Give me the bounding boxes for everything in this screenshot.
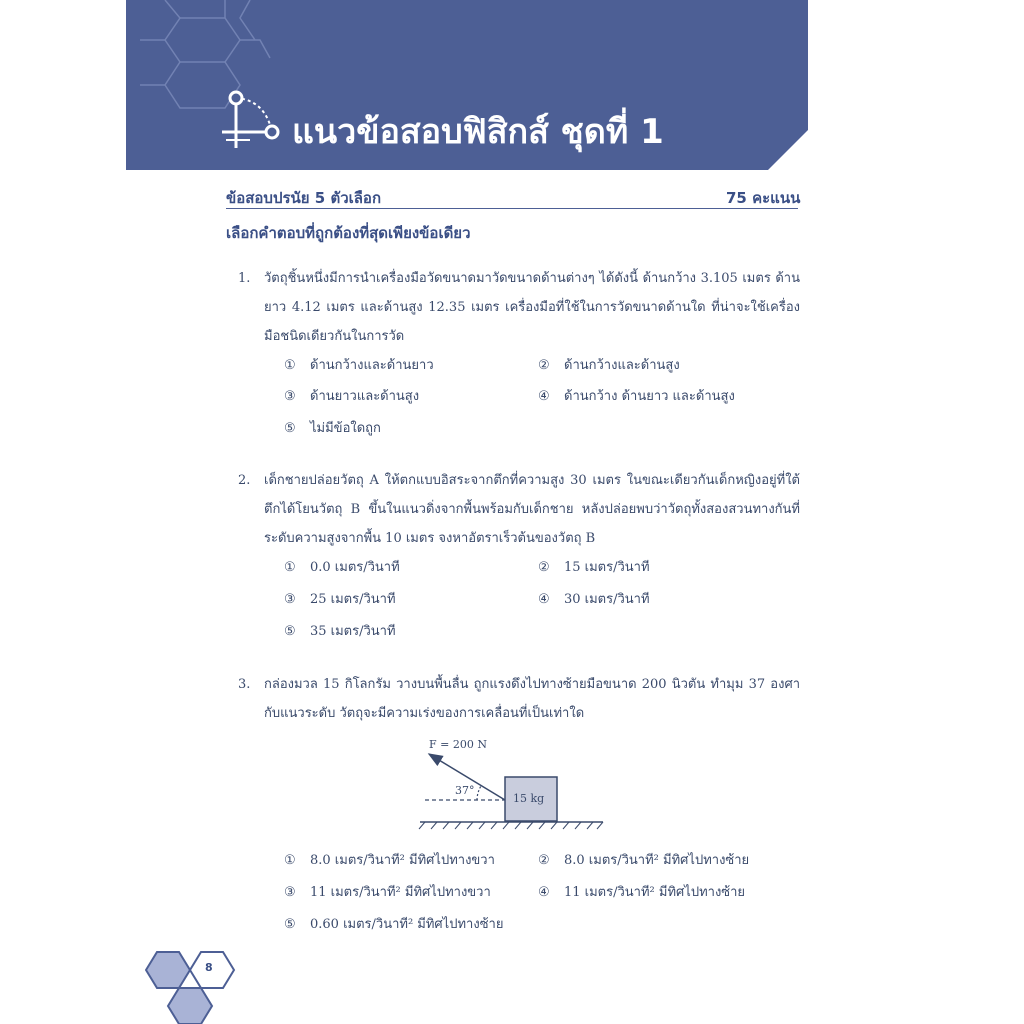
ground-hatching (419, 822, 603, 829)
option-label: 11 เมตร/วินาที² มีทิศไปทางซ้าย (564, 885, 746, 900)
option-mark: ② (538, 358, 550, 373)
option-label: 35 เมตร/วินาที (310, 624, 396, 639)
option-mark: ⑤ (284, 917, 296, 932)
question-text: กล่องมวล 15 กิโลกรัม วางบนพื้นลื่น ถูกแรงดึงไปทางซ้ายมือขนาด 200 นิวตัน ทำมุม 37 องศากับแนวระดับ วัตถุจะมีความเร่งของการเคลื่อนที่เป็นเท่าใด (264, 677, 800, 721)
option-3[interactable] (284, 387, 419, 407)
question-text: วัตถุชิ้นหนึ่งมีการนำเครื่องมือวัดขนาดมาวัดขนาดด้านต่างๆ ได้ดังนี้ ด้านกว้าง 3.105 เมตร ด้านยาว 4.12 เมตร และด้านสูง 12.35 เมตร เครื่องมือที่ใช้ในการวัดขนาดด้านใด ที่น่าจะใช้เครื่องมือชนิดเดียวกันในการวัด (264, 271, 800, 344)
option-1[interactable] (284, 356, 434, 376)
option-3[interactable] (284, 590, 396, 610)
section-type: ข้อสอบปรนัย 5 ตัวเลือก (226, 189, 382, 207)
option-label: 0.60 เมตร/วินาที² มีทิศไปทางซ้าย (310, 917, 504, 932)
page-title: แนวข้อสอบฟิสิกส์ ชุดที่ 1 (292, 112, 664, 152)
option-mark: ⑤ (284, 421, 296, 436)
option-3[interactable] (284, 883, 491, 903)
option-label: ด้านกว้างและด้านยาว (310, 358, 434, 373)
instruction: เลือกคำตอบที่ถูกต้องที่สุดเพียงข้อเดียว (226, 224, 471, 242)
mass-label: 15 kg (513, 792, 545, 805)
option-mark: ④ (538, 885, 550, 900)
force-label: F = 200 N (429, 738, 487, 751)
option-label: 8.0 เมตร/วินาที² มีทิศไปทางขวา (310, 853, 495, 868)
option-mark: ③ (284, 885, 296, 900)
option-mark: ③ (284, 389, 296, 404)
angle-arc (477, 786, 481, 800)
option-label: ด้านยาวและด้านสูง (310, 389, 420, 404)
option-mark: ① (284, 560, 296, 575)
section-score: 75 คะแนน (726, 189, 801, 207)
question-number: 3. (238, 677, 251, 692)
question-text: เด็กชายปล่อยวัตถุ A ให้ตกแบบอิสระจากตึกที่ความสูง 30 เมตร ในขณะเดียวกันเด็กหญิงอยู่ที่ใต้ตึกได้โยนวัตถุ B ขึ้นในแนวดิ่งจากพื้นพร้อมกับเด็กชาย หลังปล่อยพบว่าวัตถุทั้งสองสวนทางกันที่ระดับความสูงจากพื้น 10 เมตร จงหาอัตราเร็วต้นของวัตถุ B (264, 473, 800, 546)
option-label: 8.0 เมตร/วินาที² มีทิศไปทางซ้าย (564, 853, 750, 868)
page-number: 8 (205, 961, 213, 974)
option-2[interactable] (538, 851, 749, 871)
option-mark: ③ (284, 592, 296, 607)
option-mark: ① (284, 358, 296, 373)
option-5[interactable] (284, 419, 381, 439)
question-number: 1. (238, 271, 251, 286)
question-number: 2. (238, 473, 251, 488)
option-4[interactable] (538, 387, 735, 407)
option-5[interactable] (284, 622, 396, 642)
option-mark: ② (538, 853, 550, 868)
option-label: 0.0 เมตร/วินาที (310, 560, 400, 575)
option-mark: ② (538, 560, 550, 575)
option-label: 15 เมตร/วินาที (564, 560, 650, 575)
option-label: 25 เมตร/วินาที (310, 592, 396, 607)
option-label: 11 เมตร/วินาที² มีทิศไปทางขวา (310, 885, 491, 900)
option-2[interactable] (538, 558, 650, 578)
option-label: ไม่มีข้อใดถูก (310, 421, 381, 436)
option-label: 30 เมตร/วินาที (564, 592, 650, 607)
option-label: ด้านกว้าง ด้านยาว และด้านสูง (564, 389, 735, 404)
option-mark: ④ (538, 389, 550, 404)
option-mark: ④ (538, 592, 550, 607)
option-4[interactable] (538, 883, 745, 903)
option-2[interactable] (538, 356, 680, 376)
option-1[interactable] (284, 558, 400, 578)
page-number-hexagons (145, 944, 245, 1024)
angle-label: 37° (455, 784, 475, 797)
section-divider (226, 208, 798, 209)
option-5[interactable] (284, 915, 503, 935)
option-mark: ① (284, 853, 296, 868)
option-mark: ⑤ (284, 624, 296, 639)
option-label: ด้านกว้างและด้านสูง (564, 358, 680, 373)
option-4[interactable] (538, 590, 650, 610)
force-diagram (415, 730, 615, 830)
option-1[interactable] (284, 851, 495, 871)
